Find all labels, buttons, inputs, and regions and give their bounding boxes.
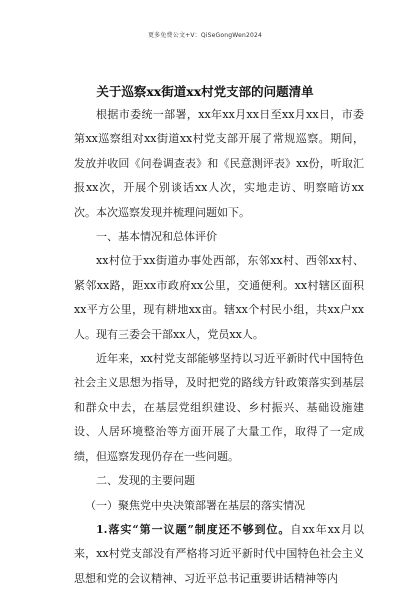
watermark: 更多免费公文+V：QiSeGongWen2024 (147, 32, 263, 39)
section-heading-basic: 一、基本情况和总体评价 (96, 230, 217, 244)
item-1-paragraph (74, 518, 364, 591)
subsection-heading: （一）聚焦党中央决策部署在基层的落实情况 (85, 498, 305, 512)
section-heading-problems: 二、发现的主要问题 (96, 474, 195, 488)
item-1-text: 自xx年xx月以来，xx村党支部没有严格将习近平新时代中国特色社会主义思想和党的会议精神、习近平总书记重要讲话精神等内 (74, 522, 364, 585)
evaluation-paragraph: 近年来，xx村党支部能够坚持以习近平新时代中国特色社会主义思想为指导，及时把党的路线方针政策落实到基层和群众中去，在基层党组织建设、乡村振兴、基础设施建设、人居环境整治等方面开展了大量工作，取得了一定成绩，但巡察发现仍存在一些问题。 (74, 352, 364, 463)
intro-paragraph: 根据市委统一部署，xx年xx月xx日至xx月xx日，市委第xx巡察组对xx街道xx村党支部开展了常规巡察。期间，发放并收回《问卷调查表》和《民意测评表》xx份，听取汇报xx次，开展个别谈话xx人次，实地走访、明察暗访xx次。本次巡察发现并梳理问题如下。 (74, 108, 364, 219)
document-body (74, 103, 364, 591)
basic-info-paragraph: xx村位于xx街道办事处西部，东邻xx村、西邻xx村、紧邻xx路，距xx市政府xx公里，交通便利。xx村辖区面积xx平方公里，现有耕地xx亩。辖xx个村民小组，共xx户xx人。现有三委会干部xx人，党员xx人。 (74, 254, 364, 341)
document-title: 关于巡察xx街道xx村党支部的问题清单 (96, 84, 314, 99)
item-1-heading: 1.落实“第一议题”制度还不够到位。 (96, 522, 291, 536)
